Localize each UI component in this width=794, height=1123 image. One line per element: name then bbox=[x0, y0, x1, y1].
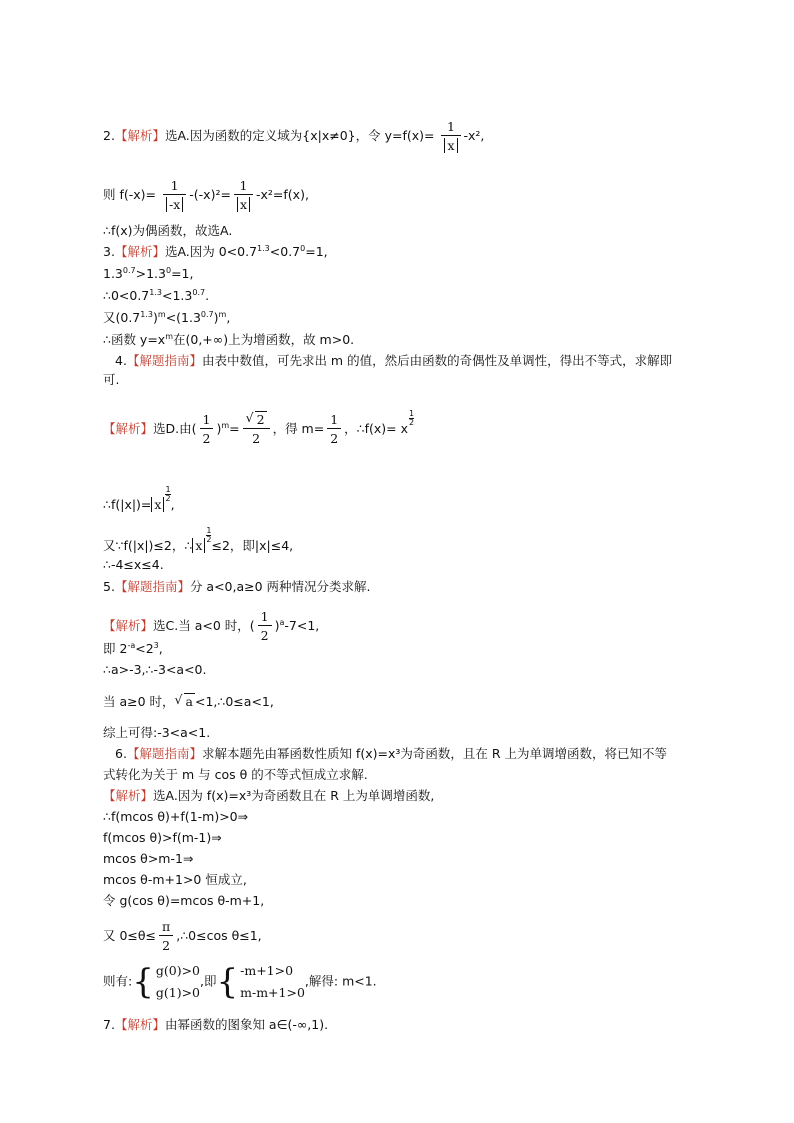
exponent-one-half: $\frac{1}{2}$ bbox=[409, 409, 415, 427]
line-q4-step1: ∴f(|x|)= x $\frac{1}{2}$ , bbox=[103, 485, 175, 512]
line-q2-conclusion: ∴f(x)为偶函数，故选A. bbox=[103, 223, 233, 238]
line-q5-analysis: 【解析】选C.当 a<0 时，( $\frac{1}{2}$ )$^a$-7<1, bbox=[103, 609, 320, 643]
line-q6-hint-cont: 式转化为关于 m 与 cos θ 的不等式恒成立求解. bbox=[103, 767, 368, 782]
line-q4-hint-cont: 可. bbox=[103, 372, 120, 387]
analysis-tag: 【解析】 bbox=[103, 788, 154, 803]
line-q6-step1: ∴f(mcos θ)+f(1-m)>0⇒ bbox=[103, 809, 249, 824]
case-system-m: -m+1>0 m-m+1>0 bbox=[240, 963, 305, 1000]
line-q6-step6: 又 0≤θ≤ $\frac{\pi}{2}$ ,∴0≤cos θ≤1, bbox=[103, 919, 262, 953]
line-q6-step5: 令 g(cos θ)=mcos θ-m+1, bbox=[103, 893, 265, 908]
line-q3-step2: $\therefore 0<0.7^{1.3}<1.3^{0.7}$. bbox=[103, 288, 210, 303]
analysis-tag: 【解析】 bbox=[103, 618, 154, 633]
fraction-pi-over-2: $\frac{\pi}{2}$ bbox=[159, 918, 173, 955]
sqrt-a: √ a bbox=[174, 692, 193, 709]
case-system-g: g(0)>0 g(1)>0 bbox=[155, 963, 200, 1000]
exponent-one-half: $\frac{1}{2}$ bbox=[206, 526, 212, 544]
line-q4-analysis: 【解析】选D.由( $\frac{1}{2}$ )$^m$= √ 2 2 ，得 m= $\frac{1}{2}$ ，∴f(x)= x $\frac{1}{2}$ bbox=[103, 409, 415, 446]
line-q6-step2: f(mcos θ)>f(m-1)⇒ bbox=[103, 830, 222, 845]
exponent-one-half: $\frac{1}{2}$ bbox=[165, 485, 171, 503]
line-q6-system: 则有:{ g(0)>0 g(1)>0 ,即{ -m+1>0 m-m+1>0 ,解得: m<1. bbox=[103, 962, 377, 1002]
fraction-one-half-3: $\frac{1}{2}$ bbox=[258, 608, 272, 645]
fraction-one-half: $\frac{1}{2}$ bbox=[200, 411, 214, 448]
hint-tag: 【解题指南】 bbox=[126, 353, 202, 368]
line-q7-analysis: 7.【解析】由幂函数的图象知 a∈(-∞,1). bbox=[103, 1017, 329, 1032]
line-q5-conclusion: 综上可得:-3<a<1. bbox=[103, 725, 211, 740]
line-q5-step3: 当 a≥0 时， √ a <1,∴0≤a<1, bbox=[103, 692, 274, 709]
line-q3-step3: 又$(0.7^{1.3})^m<(1.3^{0.7})^m$, bbox=[103, 310, 231, 325]
analysis-tag: 【解析】 bbox=[103, 421, 154, 436]
fraction-1-over-abs-x-2: $\frac{1}{x}$ bbox=[234, 177, 253, 214]
line-q4-hint: 4.【解题指南】由表中数值，可先求出 m 的值，然后由函数的奇偶性及单调性，得出不等式，求解即 bbox=[115, 353, 673, 368]
line-q3-analysis: 3.【解析】选A.因为 $0<0.7^{1.3}<0.7^0=1$, bbox=[103, 244, 328, 259]
line-q5-step1: 即 $2^{-a}<2^3$, bbox=[103, 641, 163, 656]
line-q5-hint: 5.【解题指南】分 a<0,a≥0 两种情况分类求解. bbox=[103, 579, 371, 594]
fraction-1-over-abs-x: $\frac{1}{x}$ bbox=[441, 118, 460, 155]
analysis-tag: 【解析】 bbox=[114, 1017, 165, 1032]
line-q6-step4: mcos θ-m+1>0 恒成立, bbox=[103, 872, 247, 887]
line-q4-step2: 又∵f(|x|)≤2，∴ x $\frac{1}{2}$ ≤2，即|x|≤4, bbox=[103, 526, 294, 553]
line-q5-step2: ∴a>-3,∴-3<a<0. bbox=[103, 662, 207, 677]
line-q2-analysis: 2.【解析】选A.因为函数的定义域为{x|x≠0}，令 y=f(x)= $\frac{1}{x}$ -x², bbox=[103, 119, 485, 153]
analysis-tag: 【解析】 bbox=[114, 128, 165, 143]
hint-tag: 【解题指南】 bbox=[114, 579, 190, 594]
line-q6-step3: mcos θ>m-1⇒ bbox=[103, 851, 194, 866]
line-q3-step1: $1.3^{0.7}>1.3^0=1$, bbox=[103, 266, 194, 281]
line-q6-hint: 6.【解题指南】求解本题先由幂函数性质知 f(x)=x³为奇函数，且在 R 上为单调增函数，将已知不等 bbox=[115, 746, 667, 761]
line-q2-f-neg-x: 则 f(-x)= $\frac{1}{-x}$ -(-x)²= $\frac{1}{x}$ -x²=f(x), bbox=[103, 178, 309, 212]
fraction-one-half-2: $\frac{1}{2}$ bbox=[327, 411, 341, 448]
fraction-sqrt2-over-2: √ 2 2 bbox=[243, 411, 270, 448]
line-q6-analysis: 【解析】选A.因为 f(x)=x³为奇函数且在 R 上为单调增函数, bbox=[103, 788, 435, 803]
hint-tag: 【解题指南】 bbox=[126, 746, 202, 761]
line-q3-conclusion: ∴函数 $y=x^m$在(0,+∞)上为增函数，故 m>0. bbox=[103, 332, 355, 347]
fraction-1-over-abs-neg-x: $\frac{1}{-x}$ bbox=[163, 177, 186, 214]
line-q4-conclusion: ∴-4≤x≤4. bbox=[103, 557, 164, 572]
analysis-tag: 【解析】 bbox=[114, 244, 165, 259]
